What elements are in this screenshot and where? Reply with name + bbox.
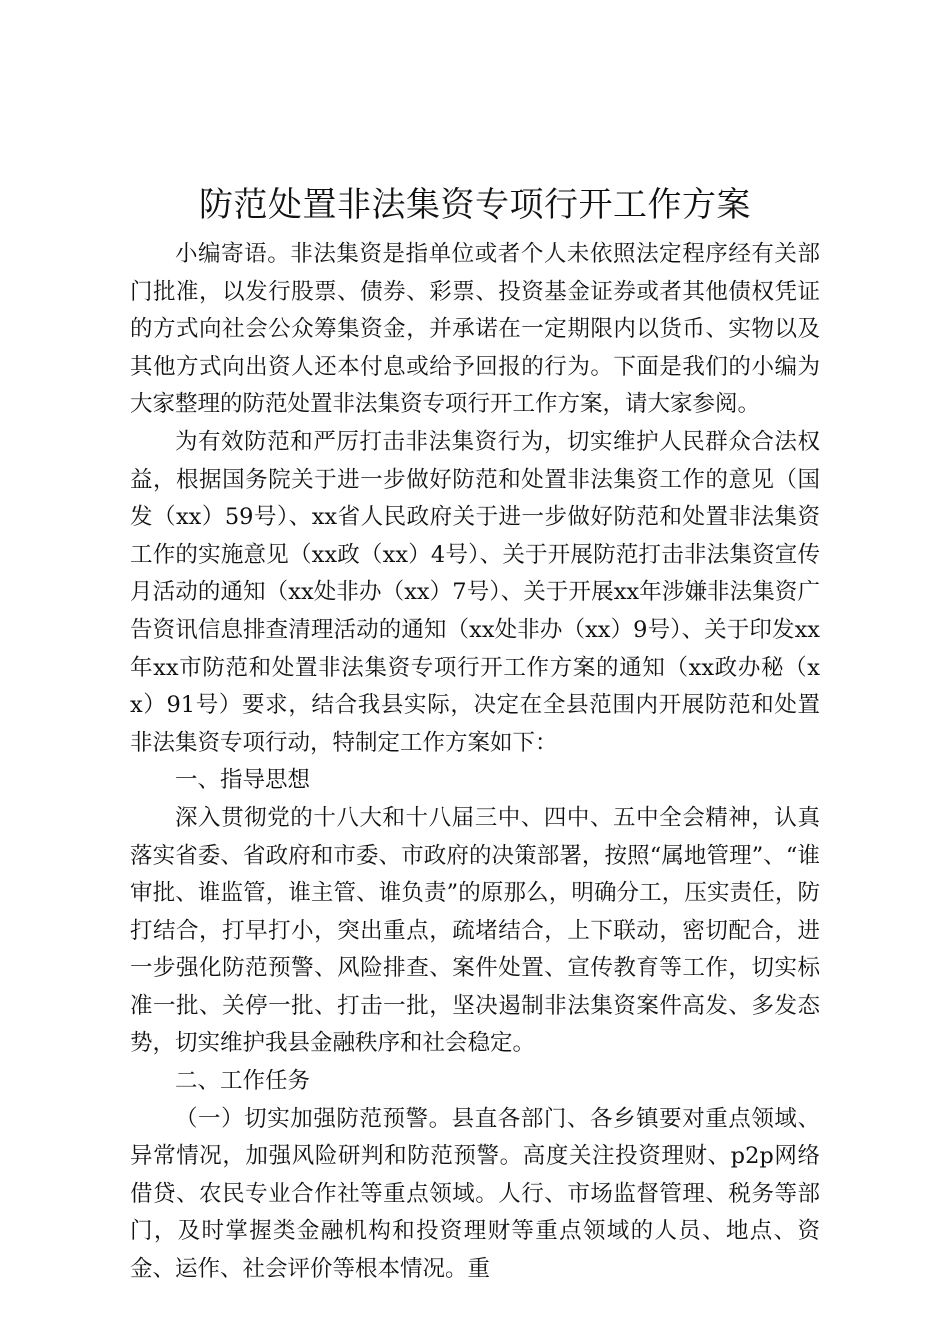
section-heading-work-tasks: 二、工作任务 bbox=[175, 1068, 311, 1095]
intro-paragraph: 小编寄语。非法集资是指单位或者个人未依照法定程序经有关部门批准，以发行股票、债券、彩票、投资基金证券或者其他债权凭证的方式向社会公众筹集资金，并承诺在一定期限内以货币、实物以及其他方式向出资人还本付息或给予回报的行为。下面是我们的小编为大家整理的防范处置非法集资专项行开工作方案，请大家参阅。 bbox=[130, 241, 820, 418]
work-task-1-paragraph: （一）切实加强防范预警。县直各部门、各乡镇要对重点领域、异常情况，加强风险研判和防范预警。高度关注投资理财、p2p网络借贷、农民专业合作社等重点领域。人行、市场监督管理、税务等部门，及时掌握类金融机构和投资理财等重点领域的人员、地点、资金、运作、社会评价等根本情况。重 bbox=[130, 1105, 820, 1283]
document-title: 防范处置非法集资专项行开工作方案 bbox=[199, 185, 751, 225]
document-body bbox=[130, 236, 820, 1289]
guiding-thought-paragraph: 深入贯彻党的十八大和十八届三中、四中、五中全会精神，认真落实省委、省政府和市委、市政府的决策部署，按照“属地管理”、“谁审批、谁监管，谁主管、谁负责”的原那么，明确分工，压实责任，防打结合，打早打小，突出重点，疏堵结合，上下联动，密切配合，进一步强化防范预警、风险排查、案件处置、宣传教育等工作，切实标准一批、关停一批、打击一批，坚决遏制非法集资案件高发、多发态势，切实维护我县金融秩序和社会稳定。 bbox=[130, 804, 820, 1057]
purpose-paragraph: 为有效防范和严厉打击非法集资行为，切实维护人民群众合法权益，根据国务院关于进一步做好防范和处置非法集资工作的意见（国发（xx）59号）、xx省人民政府关于进一步做好防范和处置非法集资工作的实施意见（xx政（xx）4号）、关于开展防范打击非法集资宣传月活动的通知（xx处非办（xx）7号）、关于开展xx年涉嫌非法集资广告资讯信息排查清理活动的通知（xx处非办（xx）9号）、关于印发xx年xx市防范和处置非法集资专项行开工作方案的通知（xx政办秘（xx）91号）要求，结合我县实际，决定在全县范围内开展防范和处置非法集资专项行动，特制定工作方案如下： bbox=[130, 428, 820, 756]
section-heading-guiding-thought: 一、指导思想 bbox=[175, 767, 311, 794]
